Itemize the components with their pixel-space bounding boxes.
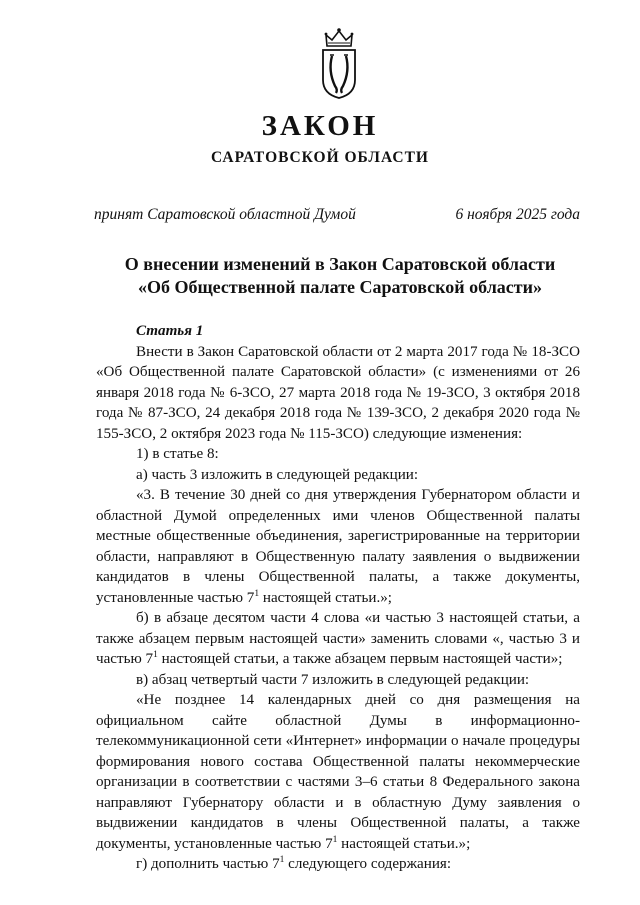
document-title: ЗАКОН: [261, 110, 379, 142]
article-title: Статья 1: [136, 323, 204, 339]
law-heading: [60, 253, 620, 299]
law-heading-line-1: О внесении изменений в Закон Саратовской области: [124, 254, 556, 274]
item-v: в) абзац четвертый части 7 изложить в следующей редакции:: [136, 671, 530, 688]
law-heading-line-2: «Об Общественной палате Саратовской области»: [137, 277, 543, 297]
adopted-by: принят Саратовской областной Думой: [94, 206, 356, 223]
item-g: г) дополнить частью $7^1$ следующего содержания:: [136, 854, 452, 872]
document-subtitle: САРАТОВСКОЙ ОБЛАСТИ: [211, 149, 429, 166]
item-a: а) часть 3 изложить в следующей редакции:: [136, 466, 419, 483]
item-1: 1) в статье 8:: [136, 446, 219, 462]
quote-a: «3. В течение 30 дней со дня утверждения Губернатором области и областной Думой определенных ими членов Общественной палаты местные общественные объединения, зарегистрированные на территории области, направляют в Общественную палату заявления о выдвижении кандидатов в члены Общественной палаты, а также документы, установленные частью $7^1$ настоящей статьи.»;: [96, 487, 580, 606]
article-body: [96, 321, 580, 875]
item-b: б) в абзаце десятом части 4 слова «и частью 3 настоящей статьи, а также абзацем первым настоящей части» заменить словами «, частью 3 и частью $7^1$ настоящей статьи, а также абзацем первым настоящей части»;: [96, 610, 580, 667]
quote-v: «Не позднее 14 календарных дней со дня размещения на официальном сайте областной Думы в информационно-телекоммуникационной сети «Интернет» информации о начале процедуры формирования нового состава Общественной палаты некоммерческие организации в соответствии с частями 3–6 статьи 8 Федерального закона направляют Губернатору области и в областную Думу заявления о выдвижении кандидатов в члены Общественной палаты, а также документы, установленные частью $7^1$ настоящей статьи.»;: [96, 692, 580, 852]
saratov-coat-of-arms-icon: [318, 26, 360, 100]
adoption-date: 6 ноября 2025 года: [455, 206, 580, 223]
article-intro: Внести в Закон Саратовской области от 2 марта 2017 года № 18-ЗСО «Об Общественной палате Саратовской области» (с изменениями от 26 января 2018 года № 6-ЗСО, 27 марта 2018 года № 19-ЗСО, 3 октября 2018 года № 87-ЗСО, 24 декабря 2018 года № 139-ЗСО, 2 декабря 2020 года № 155-ЗСО, 2 октября 2023 года № 115-ЗСО) следующие изменения:: [96, 343, 580, 442]
